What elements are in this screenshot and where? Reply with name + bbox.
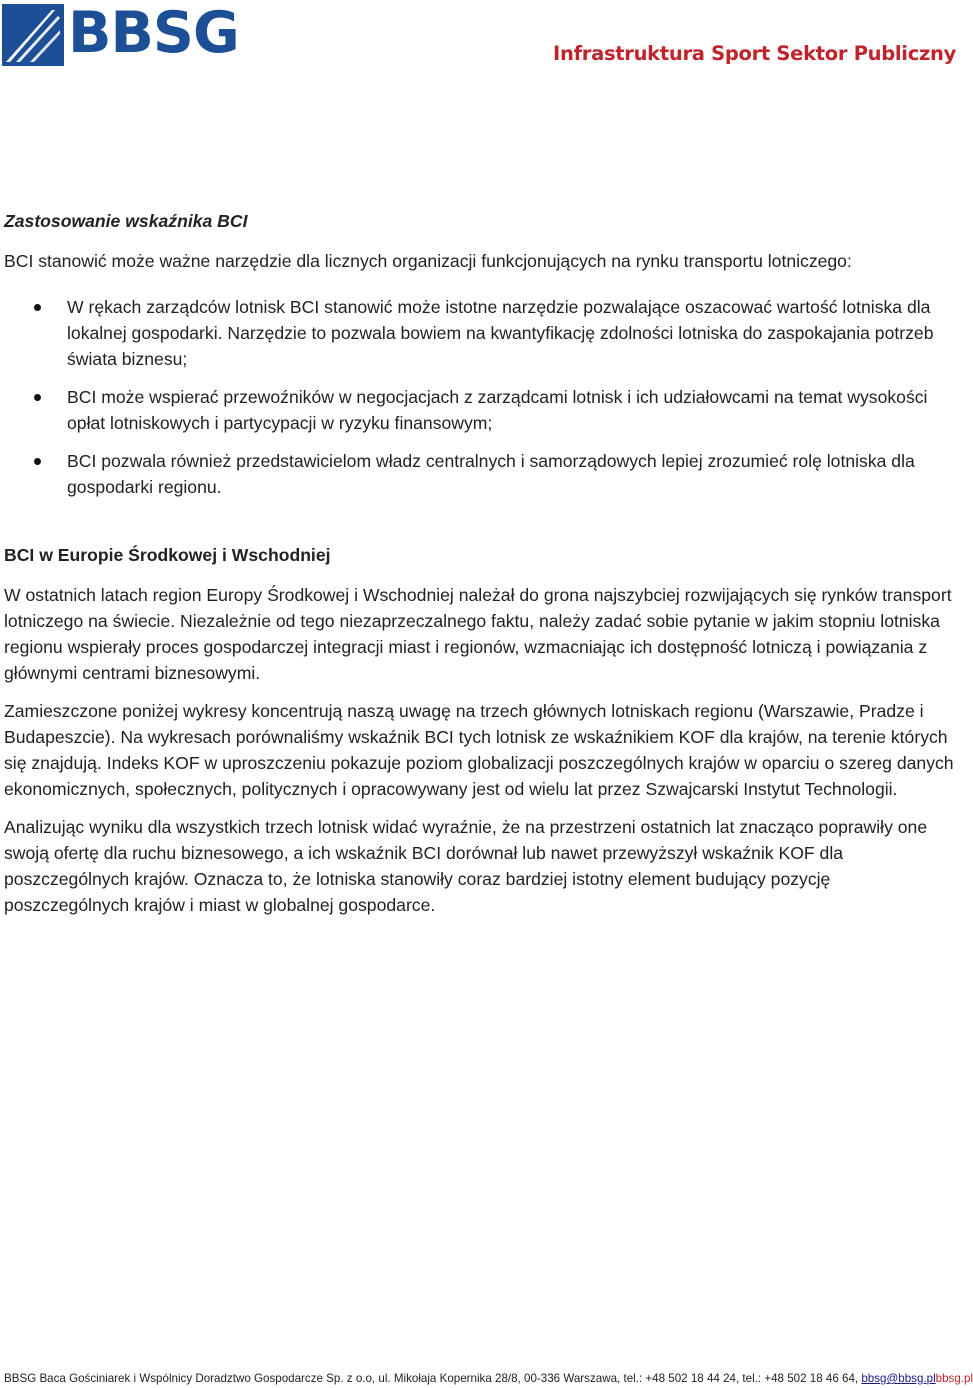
footer-company: BBSG Baca Gościniarek i Wspólnicy Doradztwo Gospodarcze Sp. z o.o, ul. Mikołaja Kopernika 28/8, 00-336 Warszawa, tel.: +48 502 18 44 24, tel.: +48 502 18 46 64, <box>4 1372 859 1385</box>
list-item-text: BCI może wspierać przewoźników w negocjacjach z zarządcami lotnisk i ich udziałowcami na temat wysokości opłat lotniskowych i partycypacji w ryzyku finansowym; <box>67 387 928 433</box>
page-footer <box>4 1372 973 1386</box>
section-intro: BCI stanowić może ważne narzędzie dla licznych organizacji funkcjonujących na rynku transportu lotniczego: <box>4 251 852 271</box>
bbsg-logo <box>2 0 239 66</box>
section-bci-europe <box>4 542 954 918</box>
logo-mark-icon <box>2 4 64 66</box>
list-item-text: BCI pozwala również przedstawicielom władz centralnych i samorządowych lepiej zrozumieć rolę lotniska dla gospodarki regionu. <box>67 451 915 497</box>
paragraph: W ostatnich latach region Europy Środkowej i Wschodniej należał do grona najszybciej rozwijających się rynków transport lotniczego na świecie. Niezależnie od tego niezaprzeczalnego faktu, należy zadać sobie pytanie w jakim stopniu lotniska regionu wspierały proces gospodarczej integracji miast i regionów, wzmacniając ich dostępność lotniczą i powiązania z głównymi centrami biznesowymi. <box>4 585 952 683</box>
bullet-icon <box>34 394 41 401</box>
section-heading: Zastosowanie wskaźnika BCI <box>4 211 248 231</box>
list-item <box>4 384 954 436</box>
bullet-list <box>4 294 954 500</box>
list-item <box>4 294 954 372</box>
header-tagline: Infrastruktura Sport Sektor Publiczny <box>553 42 956 65</box>
footer-site-link[interactable]: bbsg.pl <box>935 1372 973 1385</box>
paragraph: Analizując wyniku dla wszystkich trzech lotnisk widać wyraźnie, że na przestrzeni ostatnich lat znacząco poprawiły one swoją ofertę dla ruchu biznesowego, a ich wskaźnik BCI dorównał lub nawet przewyższył wskaźnik KOF dla poszczególnych krajów. Oznacza to, że lotniska stanowiły coraz bardziej istotny element budujący pozycję poszczególnych krajów i miast w globalnej gospodarce. <box>4 817 928 915</box>
bullet-icon <box>34 304 41 311</box>
document-body <box>4 208 954 930</box>
footer-email-link[interactable]: bbsg@bbsg.pl <box>861 1372 936 1385</box>
list-item-text: W rękach zarządców lotnisk BCI stanowić może istotne narzędzie pozwalające oszacować wartość lotniska dla lokalnej gospodarki. Narzędzie to pozwala bowiem na kwantyfikację zdolności lotniska do zaspokajania potrzeb świata biznesu; <box>67 297 934 369</box>
paragraph: Zamieszczone poniżej wykresy koncentrują naszą uwagę na trzech głównych lotniskach regionu (Warszawie, Pradze i Budapeszcie). Na wykresach porównaliśmy wskaźnik BCI tych lotnisk ze wskaźnikiem KOF dla krajów, na terenie których się znajdują. Indeks KOF w uproszczeniu pokazuje poziom globalizacji poszczególnych krajów w oparciu o szereg danych ekonomicznych, społecznych, politycznych i opracowywany jest od wielu lat przez Szwajcarski Instytut Technologii. <box>4 701 954 799</box>
section-heading: BCI w Europie Środkowej i Wschodniej <box>4 545 331 565</box>
list-item <box>4 448 954 500</box>
logo-text: BBSG <box>68 0 239 66</box>
footer-contact <box>4 1372 936 1386</box>
section-bci-usage <box>4 208 954 500</box>
bullet-icon <box>34 458 41 465</box>
